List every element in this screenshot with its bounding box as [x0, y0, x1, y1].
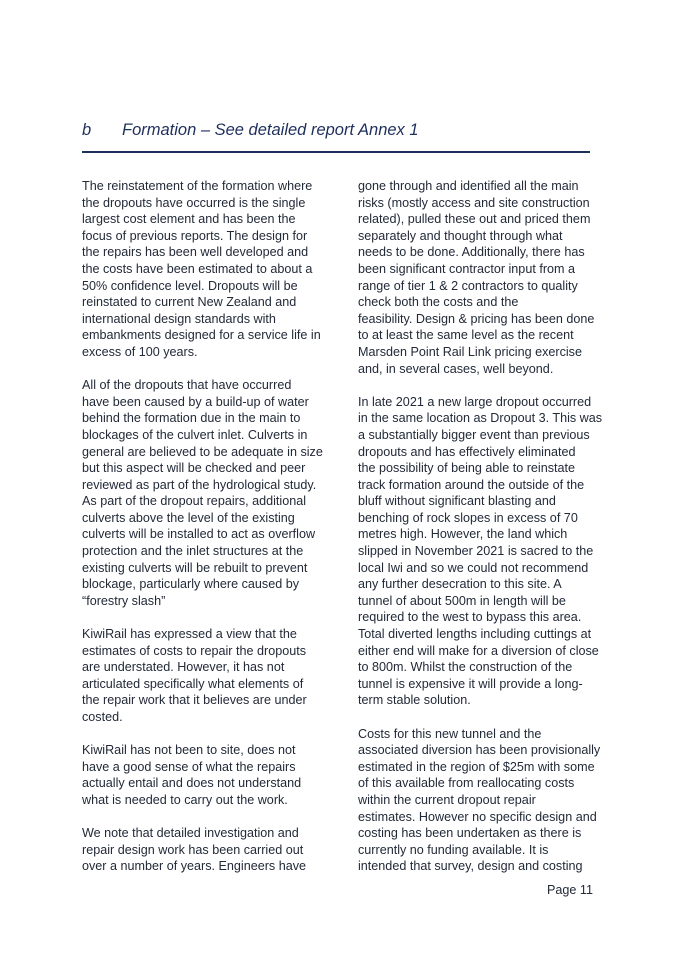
text-line: term stable solution. [358, 693, 471, 708]
text-line: costed. [82, 710, 123, 724]
text-line: All of the dropouts that have occurred [82, 378, 292, 393]
text-line: largest cost element and has been the [82, 212, 296, 227]
text-line: KiwiRail has not been to site, does not [82, 743, 296, 758]
text-line: any further desecration to this site. A [358, 577, 562, 592]
left-column [82, 178, 334, 892]
text-line: In late 2021 a new large dropout occurred [358, 394, 592, 409]
text-line: the costs have been estimated to about a [82, 261, 313, 276]
text-line: reinstated to current New Zealand and [82, 295, 297, 310]
paragraph [82, 825, 334, 875]
text-line: reviewed as part of the hydrological study. [82, 477, 317, 492]
text-line: bluff without significant blasting and [358, 494, 556, 509]
text-line: repair design work has been carried out [82, 842, 304, 857]
text-line: of this available from reallocating costs [358, 776, 575, 791]
section-heading [82, 121, 590, 140]
text-line: Costs for this new tunnel and the [358, 726, 542, 741]
text-line: a substantially bigger event than previous [358, 427, 590, 442]
paragraph [82, 742, 334, 808]
text-line: within the current dropout repair [358, 792, 536, 807]
section-letter: b [82, 121, 92, 139]
text-line: over a number of years. Engineers have [82, 859, 307, 874]
text-line: benching of rock slopes in excess of 70 [358, 510, 578, 525]
paragraph [82, 377, 334, 609]
text-line: intended that survey, design and costing [358, 859, 583, 874]
text-line: what is needed to carry out the work. [82, 792, 288, 807]
text-line: focus of previous reports. The design for [82, 228, 308, 243]
text-line: embankments designed for a service life in [82, 328, 321, 343]
text-line: feasibility. Design & pricing has been done [358, 311, 595, 326]
text-line: blockage, particularly where caused by [82, 577, 300, 592]
text-line: 50% confidence level. Dropouts will be [82, 278, 298, 293]
text-line: culverts above the level of the existing [82, 510, 295, 525]
text-line: existing culverts will be rebuilt to prevent [82, 560, 308, 575]
text-line: As part of the dropout repairs, additional [82, 494, 307, 509]
text-line: and, in several cases, well beyond. [358, 361, 554, 376]
text-line: The reinstatement of the formation where [82, 179, 313, 193]
text-line: currently no funding available. It is [358, 842, 549, 857]
paragraph [82, 626, 334, 726]
paragraph [358, 726, 602, 875]
text-line: in the same location as Dropout 3. This was [358, 411, 603, 426]
text-line: range of tier 1 & 2 contractors to quality [358, 278, 578, 293]
text-line: international design standards with [82, 311, 276, 326]
text-line: Marsden Point Rail Link pricing exercise [358, 344, 582, 359]
page-number: Page 11 [547, 883, 593, 897]
text-line: required to the west to bypass this area. [358, 610, 582, 625]
text-line: “forestry slash” [82, 593, 166, 608]
text-line: estimates of costs to repair the dropouts [82, 643, 307, 658]
text-line: behind the formation due in the main to [82, 411, 301, 426]
text-line: metres high. However, the land which [358, 527, 568, 542]
text-line: have a good sense of what the repairs [82, 759, 296, 774]
text-line: needs to be done. Additionally, there has [358, 245, 585, 260]
heading-divider [82, 151, 590, 153]
text-line: to 800m. Whilst the construction of the [358, 660, 573, 675]
text-line: local Iwi and so we could not recommend [358, 560, 589, 575]
text-line: are understated. However, it has not [82, 660, 285, 675]
section-title: Formation – See detailed report Annex 1 [122, 121, 419, 139]
text-line: actually entail and does not understand [82, 776, 302, 791]
text-line: associated diversion has been provisionally [358, 743, 601, 758]
text-line: culverts will be installed to act as overflow [82, 527, 316, 542]
text-line: blockages of the culvert inlet. Culverts in [82, 427, 308, 442]
paragraph [358, 178, 602, 377]
text-line: to at least the same level as the recent [358, 328, 574, 343]
text-line: the repair work that it believes are under [82, 693, 307, 708]
text-line: tunnel is expensive it will provide a long- [358, 676, 583, 691]
text-line: dropouts and has effectively eliminated [358, 444, 576, 459]
text-line: related), pulled these out and priced them [358, 212, 591, 227]
text-line: the dropouts have occurred is the single [82, 195, 306, 210]
text-line: Total diverted lengths including cuttings at [358, 627, 592, 642]
text-line: either end will make for a diversion of close [358, 643, 599, 658]
text-line: have been caused by a build-up of water [82, 394, 309, 409]
right-column [358, 178, 602, 892]
text-line: risks (mostly access and site construction [358, 195, 590, 210]
text-line: general are believed to be adequate in size [82, 444, 323, 459]
paragraph [82, 178, 334, 361]
text-line: tunnel of about 500m in length will be [358, 593, 566, 608]
text-line: but this aspect will be checked and peer [82, 461, 306, 476]
text-line: check both the costs and the [358, 295, 519, 310]
text-line: estimates. However no specific design and [358, 809, 597, 824]
text-line: separately and thought through what [358, 228, 563, 243]
text-line: protection and the inlet structures at the [82, 544, 304, 559]
text-line: the possibility of being able to reinstate [358, 461, 576, 476]
text-line: excess of 100 years. [82, 344, 198, 359]
text-line: estimated in the region of $25m with some [358, 759, 595, 774]
text-line: the repairs has been well developed and [82, 245, 309, 260]
text-line: KiwiRail has expressed a view that the [82, 627, 297, 642]
text-line: We note that detailed investigation and [82, 826, 299, 841]
text-line: been significant contractor input from a [358, 261, 576, 276]
text-line: gone through and identified all the main [358, 179, 579, 193]
paragraph [358, 394, 602, 709]
text-line: track formation around the outside of the [358, 477, 585, 492]
text-line: articulated specifically what elements of [82, 676, 304, 691]
text-line: slipped in November 2021 is sacred to the [358, 544, 594, 559]
text-line: costing has been undertaken as there is [358, 826, 582, 841]
